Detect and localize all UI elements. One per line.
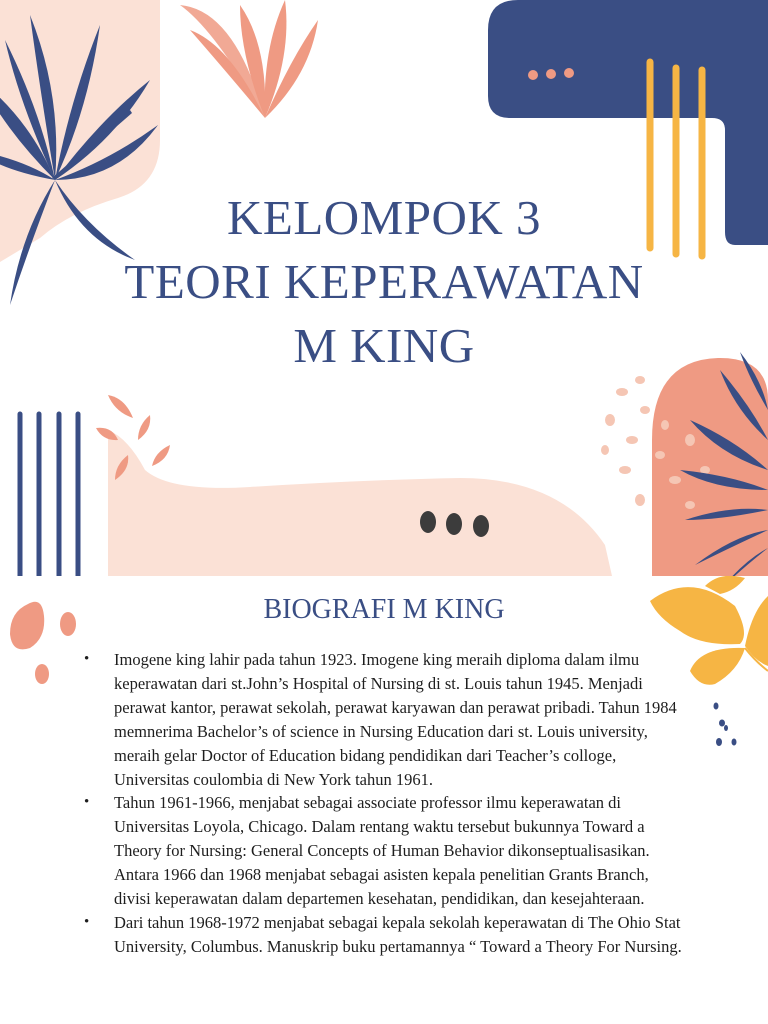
biography-heading: BIOGRAFI M KING bbox=[263, 594, 505, 625]
navy-stripes bbox=[20, 414, 78, 576]
dark-dot bbox=[420, 511, 436, 533]
dark-dot bbox=[446, 513, 462, 535]
salmon-arch bbox=[652, 358, 768, 576]
biography-slide bbox=[0, 576, 768, 1024]
salmon-dot bbox=[528, 70, 538, 80]
salmon-dot bbox=[564, 68, 574, 78]
peach-wave-bottom bbox=[108, 430, 612, 576]
salmon-leaf-top bbox=[180, 0, 318, 118]
title-line: KELOMPOK 3 bbox=[227, 190, 541, 245]
navy-specks bbox=[714, 703, 737, 747]
biography-list bbox=[84, 648, 684, 959]
list-item: • Imogene king lahir pada tahun 1923. Imogene king meraih diploma dalam ilmu keperawatan dari st.John’s Hospital of Nursing di st. Louis tahun 1945. Menjadi perawat kantor, perawat sekolah, perawat karyawan dan perawat pribadi. Tahun 1984 memnerima Bachelor’s of science in Nursing Education dari st. Louis university, meraih gelar Doctor of Education bidang pendidikan dari Teacher’s colloge, Universitas coulombia di New York tahun 1961. bbox=[84, 648, 684, 791]
slide-title bbox=[0, 186, 768, 378]
dark-dot bbox=[473, 515, 489, 537]
salmon-dot bbox=[546, 69, 556, 79]
title-line: M KING bbox=[293, 318, 475, 373]
list-item: • Tahun 1961-1966, menjabat sebagai associate professor ilmu keperawatan di Universitas Loyola, Chicago. Dalam rentang waktu tersebut bukunnya Toward a Theory for Nursing: General Concepts of Human Behavior dikonseptualisasikan. Antara 1966 dan 1968 menjabat sebagai asisten kepala penelitian Grants Branch, divisi keperawatan dalam departemen kesehatan, pendidikan, dan kesejahteraan. bbox=[84, 791, 684, 911]
title-line: TEORI KEPERAWATAN bbox=[124, 254, 644, 309]
list-item: • Dari tahun 1968-1972 menjabat sebagai kepala sekolah keperawatan di The Ohio Stat University, Columbus. Manuskrip buku pertamannya “ Toward a Theory For Nursing. bbox=[84, 911, 684, 959]
salmon-blob bbox=[35, 664, 49, 684]
